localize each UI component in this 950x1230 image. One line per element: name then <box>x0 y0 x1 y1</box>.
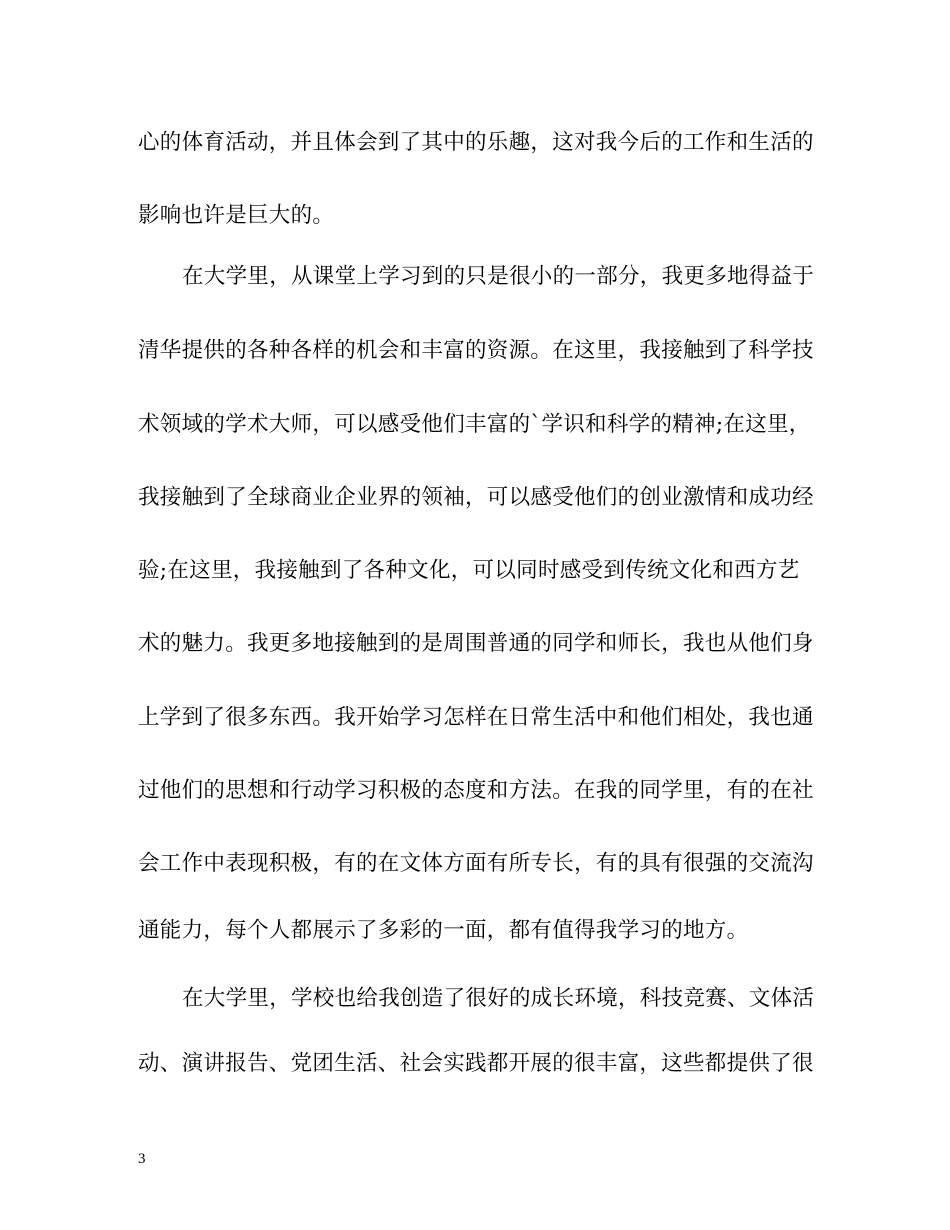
text-line: 在大学里，学校也给我创造了很好的成长环境，科技竞赛、文体活 <box>182 986 815 1011</box>
text-line: 术的魅力。我更多地接触到的是周围普通的同学和师长，我也从他们身 <box>138 631 814 656</box>
text-line: 术领域的学术大师，可以感受他们丰富的`学识和科学的精神;在这里， <box>138 412 811 437</box>
page-number: 3 <box>138 1151 146 1167</box>
text-line: 验;在这里，我接触到了各种文化，可以同时感受到传统文化和西方艺 <box>138 558 800 583</box>
text-line: 我接触到了全球商业企业界的领袖，可以感受他们的创业激情和成功经 <box>138 485 814 510</box>
text-line: 动、演讲报告、党团生活、社会实践都开展的很丰富，这些都提供了很 <box>138 1051 814 1076</box>
text-line: 在大学里，从课堂上学习到的只是很小的一部分，我更多地得益于 <box>182 264 815 289</box>
text-line: 会工作中表现积极，有的在文体方面有所专长，有的具有很强的交流沟 <box>138 851 814 876</box>
text-line: 影响也许是巨大的。 <box>138 203 335 228</box>
text-line: 清华提供的各种各样的机会和丰富的资源。在这里，我接触到了科学技 <box>138 338 814 363</box>
text-line: 过他们的思想和行动学习积极的态度和方法。在我的同学里，有的在社 <box>138 778 814 803</box>
text-line: 上学到了很多东西。我开始学习怎样在日常生活中和他们相处，我也通 <box>138 705 814 730</box>
text-line: 心的体育活动，并且体会到了其中的乐趣，这对我今后的工作和生活的 <box>138 130 814 155</box>
text-line: 通能力，每个人都展示了多彩的一面，都有值得我学习的地方。 <box>138 918 749 943</box>
